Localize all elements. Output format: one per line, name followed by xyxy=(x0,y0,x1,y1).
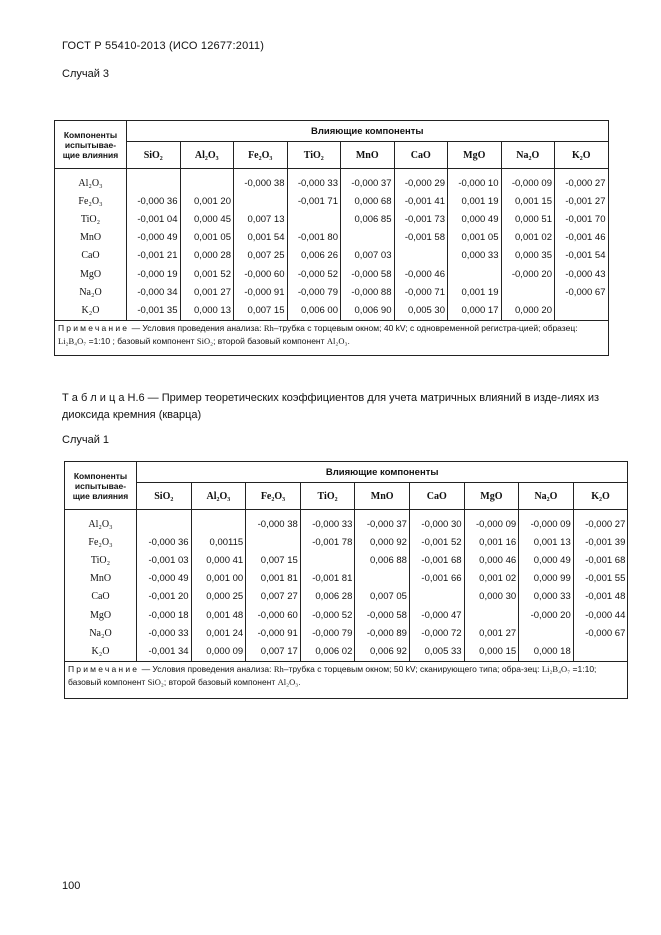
column-header: Fe₂O₃ xyxy=(246,483,301,510)
value-cell: 0,007 05 xyxy=(355,588,410,606)
value-cell: -0,000 19 xyxy=(127,265,181,283)
value-cell: -0,000 89 xyxy=(355,624,410,642)
column-header: MnO xyxy=(355,483,410,510)
value-cell: -0,000 72 xyxy=(409,624,464,642)
value-cell: -0,000 44 xyxy=(573,606,628,624)
case-label-1: Случай 3 xyxy=(62,68,110,80)
value-cell: 0,000 46 xyxy=(464,551,519,569)
column-header: CaO xyxy=(394,142,448,169)
value-cell xyxy=(464,606,519,624)
value-cell: 0,001 81 xyxy=(246,570,301,588)
table-row xyxy=(65,551,628,569)
note-text: –трубка с торцевым окном; 40 kV; с одновременной регистра-цией; образец: xyxy=(273,322,578,333)
group-header: Влияющие компоненты xyxy=(127,121,609,142)
value-cell: 0,000 35 xyxy=(501,247,555,265)
note-text: =1:10; базовый компонент xyxy=(68,663,597,687)
value-cell: -0,000 36 xyxy=(127,192,181,210)
value-cell: 0,001 13 xyxy=(519,533,574,551)
value-cell: -0,000 91 xyxy=(246,624,301,642)
value-cell: 0,007 25 xyxy=(234,247,288,265)
note-text: ; второй базовый компонент xyxy=(213,335,327,346)
value-cell: -0,001 58 xyxy=(394,229,448,247)
note-text: . xyxy=(347,335,350,346)
value-cell: -0,000 46 xyxy=(394,265,448,283)
value-cell: 0,000 45 xyxy=(180,210,234,228)
note-text: — Условия проведения анализа: xyxy=(129,322,264,333)
value-cell: -0,000 52 xyxy=(300,606,355,624)
value-cell: -0,001 34 xyxy=(137,642,192,661)
value-cell: -0,000 88 xyxy=(341,283,395,301)
column-header: Na₂O xyxy=(501,142,555,169)
value-cell: -0,000 37 xyxy=(355,515,410,533)
value-cell: 0,001 02 xyxy=(501,229,555,247)
note-text: ; второй базовый компонент xyxy=(163,676,278,687)
value-cell: -0,000 37 xyxy=(341,174,395,192)
table-row xyxy=(55,247,609,265)
value-cell: 0,001 27 xyxy=(180,283,234,301)
table-note xyxy=(65,661,628,698)
value-cell: 0,007 17 xyxy=(246,642,301,661)
value-cell: 0,000 33 xyxy=(519,588,574,606)
value-cell: -0,001 41 xyxy=(394,192,448,210)
value-cell xyxy=(501,283,555,301)
value-cell xyxy=(448,265,502,283)
table-row xyxy=(65,515,628,533)
header-row-columns xyxy=(55,142,609,169)
value-cell: -0,000 43 xyxy=(555,265,609,283)
value-cell: -0,000 52 xyxy=(287,265,341,283)
stub-header: Компоненты испытывае-щие влияния xyxy=(55,121,127,169)
value-cell: 0,000 20 xyxy=(501,301,555,320)
value-cell xyxy=(300,551,355,569)
note-base-component: SiO₂ xyxy=(196,335,214,346)
value-cell: -0,001 71 xyxy=(287,192,341,210)
row-label: CaO xyxy=(65,588,137,606)
table-row xyxy=(65,588,628,606)
note-prefix: Примечание xyxy=(58,322,130,333)
value-cell: 0,000 41 xyxy=(191,551,246,569)
value-cell xyxy=(409,588,464,606)
column-header: CaO xyxy=(409,483,464,510)
value-cell: 0,005 33 xyxy=(409,642,464,661)
value-cell: 0,001 05 xyxy=(180,229,234,247)
row-label: Na₂O xyxy=(55,283,127,301)
row-label: MgO xyxy=(65,606,137,624)
table-row xyxy=(65,624,628,642)
value-cell: -0,000 67 xyxy=(573,624,628,642)
column-header: Al₂O₃ xyxy=(191,483,246,510)
value-cell: 0,006 88 xyxy=(355,551,410,569)
table-row xyxy=(55,174,609,192)
value-cell: -0,000 79 xyxy=(300,624,355,642)
value-cell xyxy=(394,247,448,265)
value-cell: -0,000 36 xyxy=(137,533,192,551)
value-cell: 0,000 51 xyxy=(501,210,555,228)
document-header: ГОСТ Р 55410-2013 (ИСО 12677:2011) xyxy=(62,40,265,52)
value-cell: -0,001 27 xyxy=(555,192,609,210)
value-cell: -0,000 91 xyxy=(234,283,288,301)
row-label: Na₂O xyxy=(65,624,137,642)
value-cell xyxy=(137,515,192,533)
value-cell: -0,001 35 xyxy=(127,301,181,320)
column-header: K₂O xyxy=(573,483,628,510)
value-cell: -0,001 21 xyxy=(127,247,181,265)
value-cell: 0,006 02 xyxy=(300,642,355,661)
value-cell: -0,000 58 xyxy=(355,606,410,624)
note-flux: Li₂B₄O₇ xyxy=(541,663,571,674)
value-cell: -0,000 18 xyxy=(137,606,192,624)
value-cell xyxy=(341,229,395,247)
value-cell xyxy=(355,570,410,588)
value-cell: 0,005 30 xyxy=(394,301,448,320)
row-label: K₂O xyxy=(65,642,137,661)
value-cell: -0,001 55 xyxy=(573,570,628,588)
value-cell: -0,001 48 xyxy=(573,588,628,606)
table-row xyxy=(65,606,628,624)
value-cell: -0,000 49 xyxy=(137,570,192,588)
note-second-component: Al₂O₃ xyxy=(326,335,348,346)
value-cell: 0,006 28 xyxy=(300,588,355,606)
header-row-group xyxy=(65,462,628,483)
header-row-columns xyxy=(65,483,628,510)
page-number: 100 xyxy=(62,880,81,892)
row-label: Fe₂O₃ xyxy=(65,533,137,551)
row-label: MnO xyxy=(55,229,127,247)
value-cell: 0,006 92 xyxy=(355,642,410,661)
value-cell: 0,000 49 xyxy=(519,551,574,569)
value-cell: 0,001 02 xyxy=(464,570,519,588)
note-second-component: Al₂O₃ xyxy=(277,676,299,687)
note-row xyxy=(65,661,628,698)
column-header: Na₂O xyxy=(519,483,574,510)
value-cell: 0,001 19 xyxy=(448,283,502,301)
value-cell: -0,001 78 xyxy=(300,533,355,551)
value-cell: 0,007 03 xyxy=(341,247,395,265)
note-row xyxy=(55,320,609,355)
value-cell: -0,000 10 xyxy=(448,174,502,192)
coefficients-table-2 xyxy=(64,461,628,699)
note-text: –трубка с торцевым окном; 50 kV; сканирующего типа; обра-зец: xyxy=(283,663,542,674)
value-cell: -0,000 38 xyxy=(234,174,288,192)
table-row xyxy=(55,301,609,320)
value-cell: 0,001 05 xyxy=(448,229,502,247)
note-base-component: SiO₂ xyxy=(147,676,164,687)
note-text: =1:10 ; базовый компонент xyxy=(86,335,197,346)
value-cell: -0,001 20 xyxy=(137,588,192,606)
row-label: MgO xyxy=(55,265,127,283)
value-cell: 0,00115 xyxy=(191,533,246,551)
value-cell: 0,000 15 xyxy=(464,642,519,661)
value-cell xyxy=(180,174,234,192)
value-cell: -0,000 79 xyxy=(287,283,341,301)
value-cell: -0,001 46 xyxy=(555,229,609,247)
value-cell: 0,000 33 xyxy=(448,247,502,265)
value-cell: -0,000 34 xyxy=(127,283,181,301)
value-cell: -0,001 66 xyxy=(409,570,464,588)
row-label: TiO₂ xyxy=(65,551,137,569)
value-cell: -0,001 70 xyxy=(555,210,609,228)
value-cell xyxy=(191,515,246,533)
value-cell: -0,001 54 xyxy=(555,247,609,265)
table-note xyxy=(55,320,609,355)
value-cell xyxy=(127,174,181,192)
table-row xyxy=(65,642,628,661)
table-caption: Т а б л и ц а Н.6 — Пример теоретических коэффициентов для учета матричных влияний в изде-лиях из диоксида кремния (кварца) xyxy=(62,392,600,421)
value-cell: -0,000 27 xyxy=(555,174,609,192)
value-cell xyxy=(234,192,288,210)
value-cell: -0,000 33 xyxy=(137,624,192,642)
value-cell: 0,000 25 xyxy=(191,588,246,606)
column-header: K₂O xyxy=(555,142,609,169)
row-label: Al₂O₃ xyxy=(65,515,137,533)
value-cell: -0,001 39 xyxy=(573,533,628,551)
value-cell: -0,000 58 xyxy=(341,265,395,283)
value-cell: 0,001 54 xyxy=(234,229,288,247)
note-text: . xyxy=(298,676,301,687)
value-cell: -0,000 71 xyxy=(394,283,448,301)
value-cell: 0,000 30 xyxy=(464,588,519,606)
column-header: SiO₂ xyxy=(137,483,192,510)
value-cell: 0,001 48 xyxy=(191,606,246,624)
group-header: Влияющие компоненты xyxy=(137,462,628,483)
value-cell: -0,001 68 xyxy=(573,551,628,569)
stub-header: Компоненты испытывае-щие влияния xyxy=(65,462,137,510)
column-header: MgO xyxy=(464,483,519,510)
value-cell: 0,000 13 xyxy=(180,301,234,320)
value-cell: -0,000 33 xyxy=(287,174,341,192)
table-row xyxy=(65,570,628,588)
column-header: Al₂O₃ xyxy=(180,142,234,169)
value-cell: -0,000 20 xyxy=(519,606,574,624)
value-cell: -0,001 03 xyxy=(137,551,192,569)
value-cell: -0,001 52 xyxy=(409,533,464,551)
value-cell: 0,001 16 xyxy=(464,533,519,551)
value-cell: 0,001 19 xyxy=(448,192,502,210)
value-cell: 0,007 15 xyxy=(234,301,288,320)
value-cell: -0,000 09 xyxy=(519,515,574,533)
value-cell: 0,001 20 xyxy=(180,192,234,210)
note-tube-anode: Rh xyxy=(263,322,274,333)
value-cell: 0,006 26 xyxy=(287,247,341,265)
value-cell: -0,001 80 xyxy=(287,229,341,247)
value-cell: 0,000 92 xyxy=(355,533,410,551)
value-cell: 0,000 28 xyxy=(180,247,234,265)
value-cell: -0,000 60 xyxy=(234,265,288,283)
value-cell: 0,001 52 xyxy=(180,265,234,283)
value-cell: -0,001 73 xyxy=(394,210,448,228)
value-cell: -0,000 09 xyxy=(501,174,555,192)
value-cell: 0,000 49 xyxy=(448,210,502,228)
value-cell: 0,007 27 xyxy=(246,588,301,606)
table-row xyxy=(55,192,609,210)
value-cell: 0,000 18 xyxy=(519,642,574,661)
value-cell: 0,001 24 xyxy=(191,624,246,642)
row-label: TiO₂ xyxy=(55,210,127,228)
value-cell xyxy=(555,301,609,320)
note-tube-anode: Rh xyxy=(273,663,284,674)
value-cell: 0,000 99 xyxy=(519,570,574,588)
row-label: CaO xyxy=(55,247,127,265)
column-header: MnO xyxy=(341,142,395,169)
value-cell: -0,001 68 xyxy=(409,551,464,569)
value-cell xyxy=(573,642,628,661)
value-cell: 0,000 17 xyxy=(448,301,502,320)
value-cell: -0,000 30 xyxy=(409,515,464,533)
value-cell: -0,000 49 xyxy=(127,229,181,247)
value-cell: -0,000 47 xyxy=(409,606,464,624)
column-header: Fe₂O₃ xyxy=(234,142,288,169)
table-row xyxy=(55,229,609,247)
value-cell xyxy=(287,210,341,228)
case-label-2: Случай 1 xyxy=(62,434,110,446)
column-header: SiO₂ xyxy=(127,142,181,169)
note-flux: Li₂B₄O₇ xyxy=(58,335,87,346)
value-cell: -0,000 20 xyxy=(501,265,555,283)
value-cell xyxy=(519,624,574,642)
value-cell: -0,000 67 xyxy=(555,283,609,301)
table-row xyxy=(65,533,628,551)
header-row-group xyxy=(55,121,609,142)
note-prefix: Примечание xyxy=(68,663,140,674)
table-row xyxy=(55,265,609,283)
column-header: TiO₂ xyxy=(300,483,355,510)
column-header: MgO xyxy=(448,142,502,169)
column-header: TiO₂ xyxy=(287,142,341,169)
row-label: MnO xyxy=(65,570,137,588)
table-row xyxy=(55,283,609,301)
value-cell xyxy=(246,533,301,551)
value-cell: 0,000 09 xyxy=(191,642,246,661)
row-label: K₂O xyxy=(55,301,127,320)
value-cell: -0,000 09 xyxy=(464,515,519,533)
value-cell: -0,001 81 xyxy=(300,570,355,588)
value-cell: -0,000 27 xyxy=(573,515,628,533)
value-cell: 0,001 27 xyxy=(464,624,519,642)
row-label: Fe₂O₃ xyxy=(55,192,127,210)
value-cell: 0,007 15 xyxy=(246,551,301,569)
row-label: Al₂O₃ xyxy=(55,174,127,192)
value-cell: 0,000 68 xyxy=(341,192,395,210)
value-cell: 0,001 00 xyxy=(191,570,246,588)
value-cell: 0,006 90 xyxy=(341,301,395,320)
value-cell: 0,006 00 xyxy=(287,301,341,320)
table-row xyxy=(55,210,609,228)
value-cell: 0,006 85 xyxy=(341,210,395,228)
value-cell: -0,000 33 xyxy=(300,515,355,533)
value-cell: -0,000 29 xyxy=(394,174,448,192)
value-cell: -0,001 04 xyxy=(127,210,181,228)
note-text: — Условия проведения анализа: xyxy=(139,663,274,674)
value-cell: -0,000 38 xyxy=(246,515,301,533)
coefficients-table-1 xyxy=(54,120,609,356)
value-cell: 0,001 15 xyxy=(501,192,555,210)
value-cell: -0,000 60 xyxy=(246,606,301,624)
value-cell: 0,007 13 xyxy=(234,210,288,228)
